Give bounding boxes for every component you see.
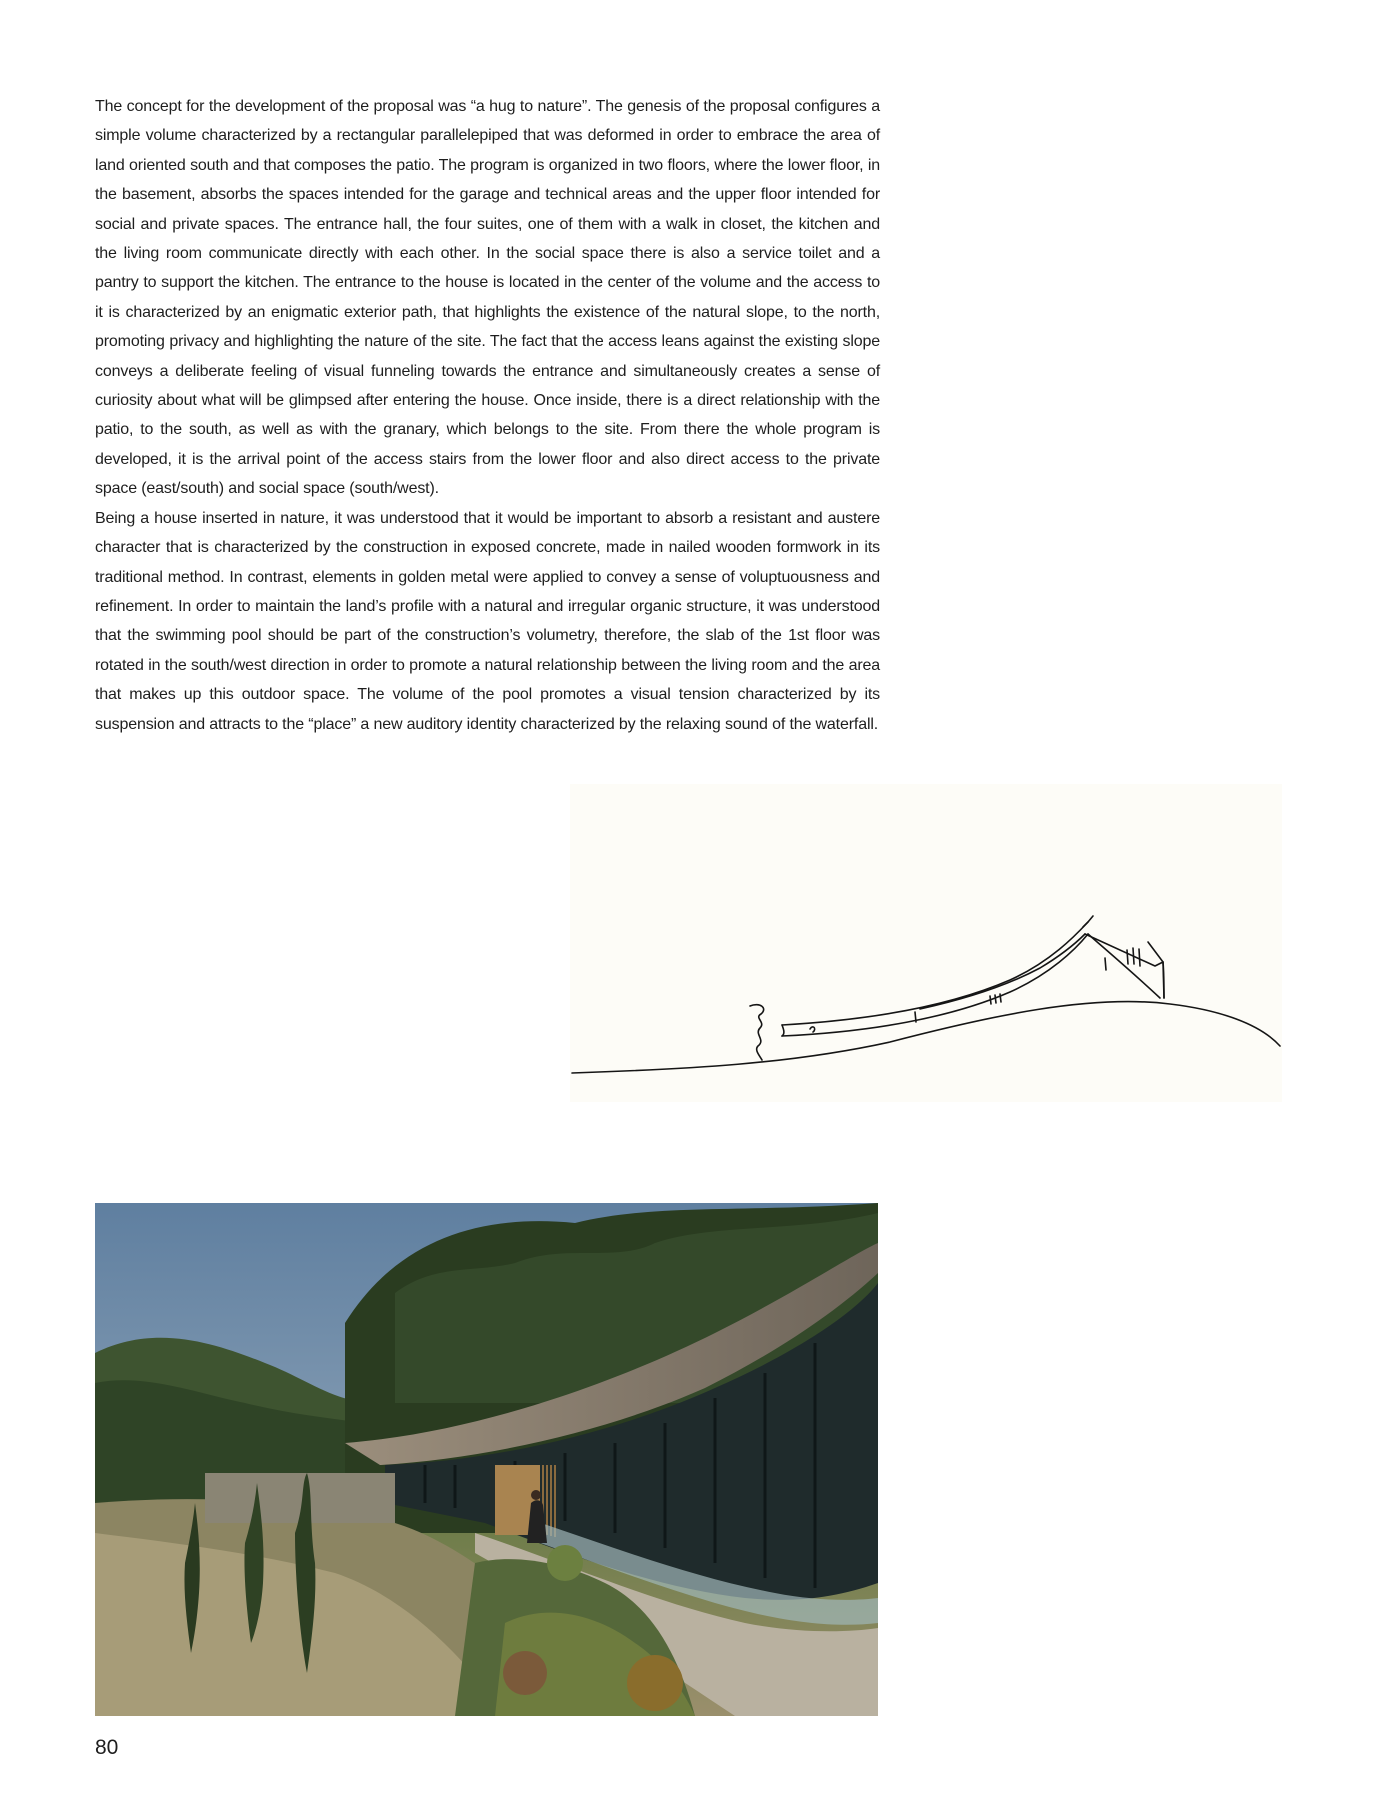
paragraph-concept: The concept for the development of the proposal was “a hug to nature”. The genesis of the proposal configures a simple volume characterized by a rectangular parallelepiped that was deformed in order to embrace the area of land oriented south and that composes the patio. The program is organized in two floors, where the lower floor, in the basement, absorbs the spaces intended for the garage and technical areas and the upper floor intended for social and private spaces. The entrance hall, the four suites, one of them with a walk in closet, the kitchen and the living room communicate directly with each other. In the social space there is also a service toilet and a pantry to support the kitchen. The entrance to the house is located in the center of the volume and the access to it is characterized by an enigmatic exterior path, that highlights the existence of the natural slope, to the north, promoting privacy and highlighting the nature of the site. The fact that the access leans against the existing slope conveys a deliberate feeling of visual funneling towards the entrance and simultaneously creates a sense of curiosity about what will be glimpsed after entering the house. Once inside, there is a direct relationship with the patio, to the south, as well as with the granary, which belongs to the site. From there the whole program is developed, it is the arrival point of the access stairs from the lower floor and also direct access to the private space (east/south) and social space (south/west). [95,98,880,498]
page-number: 80 [95,1736,119,1759]
paragraph-materials: Being a house inserted in nature, it was understood that it would be important to absorb a resistant and austere character that is characterized by the construction in exposed concrete, made in nailed wooden formwork in its traditional method. In contrast, elements in golden metal were applied to convey a sense of voluptuousness and refinement. In order to maintain the land’s profile with a natural and irregular organic structure, it was understood that the swimming pool should be part of the construction’s volumetry, therefore, the slab of the 1st floor was rotated in the south/west direction in order to promote a natural relationship between the living room and the area that makes up this outdoor space. The volume of the pool promotes a visual tension characterized by its suspension and attracts to the “place” a new auditory identity characterized by the relaxing sound of the waterfall. [95,509,880,733]
body-text [95,92,880,739]
architectural-sketch [570,784,1282,1102]
house-photo [95,1203,878,1716]
